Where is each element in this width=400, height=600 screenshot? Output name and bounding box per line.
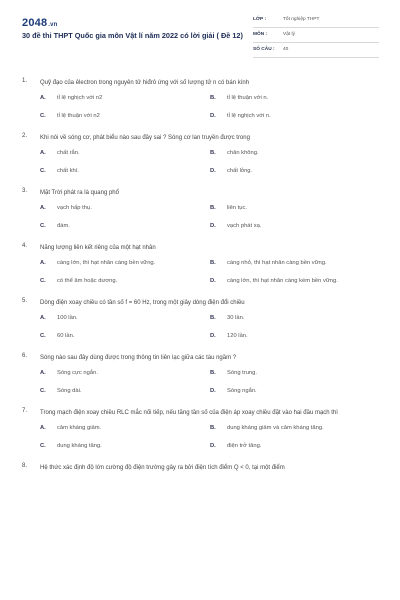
answer-options [40,203,380,231]
question-6 [0,353,400,396]
meta-value: Tốt nghiệp THPT [283,17,320,22]
answer-option-a[interactable] [40,148,210,158]
answer-option-c[interactable] [40,276,210,286]
answer-options [40,148,380,176]
meta-label: MÔN : [253,32,268,37]
answer-option-b[interactable] [210,368,380,378]
answer-option-b[interactable] [210,423,380,433]
question-number: 1. [22,78,28,84]
logo-text: 2048 [22,17,48,29]
answer-option-b[interactable] [210,203,380,213]
meta-row-subject [253,29,379,43]
answer-options [40,423,380,451]
document-title: 30 đề thi THPT Quốc gia môn Vật lí năm 2022 có lời giải ( Đề 12) [22,31,243,40]
question-text: Sóng nào sau đây dùng được trong thông tin liên lạc giữa các tàu ngầm ? [40,355,237,361]
option-text: càng nhỏ, thì hạt nhân càng bền vững. [227,260,327,266]
answer-option-b[interactable] [210,93,380,103]
question-text: Khi nói về sóng cơ, phát biểu nào sau đây sai ? Sóng cơ lan truyền được trong [40,135,250,141]
site-logo[interactable] [22,17,58,29]
question-text: Năng lượng liên kết riêng của một hạt nhân [40,245,156,251]
option-text: đám. [57,223,70,229]
answer-option-d[interactable] [210,166,380,176]
option-letter: A. [40,370,46,376]
option-text: tỉ lệ nghịch với n2 [57,95,103,101]
option-letter: D. [210,113,216,119]
option-letter: B. [210,150,216,156]
option-text: vạch hấp thụ. [57,205,92,211]
answer-option-a[interactable] [40,423,210,433]
option-letter: D. [210,333,216,339]
option-letter: A. [40,315,46,321]
meta-label: SỐ CÂU : [253,47,275,52]
option-letter: C. [40,113,46,119]
question-number: 5. [22,298,28,304]
answer-option-c[interactable] [40,166,210,176]
question-3 [0,188,400,231]
option-text: dung kháng giảm và cảm kháng tăng. [227,425,324,431]
option-text: liên tục. [227,205,247,211]
option-letter: A. [40,260,46,266]
option-text: chất lỏng. [227,168,253,174]
meta-label: LỚP : [253,17,267,22]
option-text: chất rắn. [57,150,80,156]
option-letter: B. [210,205,216,211]
answer-option-d[interactable] [210,331,380,341]
answer-options [40,368,380,396]
option-text: Sóng trung. [227,370,257,376]
meta-row-class [253,14,379,28]
option-text: càng lớn, thì hạt nhân càng bền vững. [57,260,156,266]
question-text: Quỹ đạo của êlectron trong nguyên tử hiđrô ứng với số lượng tử n có bán kính [40,80,250,86]
question-text: Hệ thức xác định độ lớn cường độ điện trường gây ra bởi điện tích điểm Q < 0, tại một điểm [40,465,285,471]
answer-option-a[interactable] [40,203,210,213]
answer-option-d[interactable] [210,441,380,451]
question-5 [0,298,400,341]
question-number: 3. [22,188,28,194]
option-letter: A. [40,425,46,431]
option-text: Sóng cực ngắn. [57,370,98,376]
answer-option-c[interactable] [40,386,210,396]
question-4 [0,243,400,286]
option-letter: B. [210,315,216,321]
option-letter: C. [40,223,46,229]
answer-option-b[interactable] [210,148,380,158]
option-text: tỉ lệ nghịch với n. [227,113,271,119]
option-letter: A. [40,150,46,156]
option-text: chất khí. [57,168,79,174]
option-letter: D. [210,278,216,284]
answer-option-a[interactable] [40,258,210,268]
answer-option-b[interactable] [210,258,380,268]
answer-option-b[interactable] [210,313,380,323]
option-text: vạch phát xạ. [227,223,262,229]
logo-suffix: .vn [48,22,58,28]
option-text: chân không. [227,150,259,156]
answer-option-a[interactable] [40,93,210,103]
answer-options [40,258,380,286]
answer-option-c[interactable] [40,441,210,451]
question-number: 6. [22,353,28,359]
option-letter: D. [210,223,216,229]
option-text: càng lớn, thì hạt nhân càng kém bền vững. [227,278,338,284]
meta-row-question-count [253,44,379,58]
option-text: 100 lần. [57,315,78,321]
option-text: tỉ lệ thuận với n. [227,95,269,101]
option-letter: C. [40,388,46,394]
question-number: 7. [22,408,28,414]
option-letter: C. [40,333,46,339]
answer-option-d[interactable] [210,221,380,231]
option-letter: D. [210,388,216,394]
question-text: Mặt Trời phát ra là quang phổ [40,190,119,196]
option-text: Sóng ngắn. [227,388,257,394]
option-text: 120 lần. [227,333,248,339]
option-letter: D. [210,168,216,174]
question-list [0,78,400,474]
option-letter: B. [210,425,216,431]
question-text: Dòng điện xoay chiều có tần số f = 60 Hz, trong một giây dòng điện đổi chiều [40,300,245,306]
answer-option-c[interactable] [40,331,210,341]
meta-value: Vật lý [283,32,295,37]
option-text: Sóng dài. [57,388,82,394]
answer-option-d[interactable] [210,276,380,286]
question-number: 4. [22,243,28,249]
option-text: điện trở tăng. [227,443,262,449]
option-letter: B. [210,370,216,376]
option-letter: B. [210,95,216,101]
meta-value: 40 [283,47,289,52]
exam-meta [253,14,379,58]
option-letter: A. [40,205,46,211]
question-1 [0,78,400,121]
answer-options [40,313,380,341]
option-text: dung kháng tăng. [57,443,102,449]
answer-option-a[interactable] [40,313,210,323]
answer-option-c[interactable] [40,221,210,231]
question-7 [0,408,400,451]
option-text: có thể âm hoặc dương. [57,278,118,284]
answer-option-a[interactable] [40,368,210,378]
question-2 [0,133,400,176]
option-text: 30 lần. [227,315,245,321]
answer-option-c[interactable] [40,111,210,121]
option-letter: C. [40,443,46,449]
option-text: 60 lần. [57,333,75,339]
option-letter: C. [40,168,46,174]
answer-options [40,93,380,121]
answer-option-d[interactable] [210,386,380,396]
question-number: 2. [22,133,28,139]
option-letter: A. [40,95,46,101]
option-letter: D. [210,443,216,449]
document-header [0,0,400,70]
question-number: 8. [22,463,28,469]
question-8 [0,463,400,474]
option-letter: C. [40,278,46,284]
question-text: Trong mạch điện xoay chiều RLC mắc nối tiếp, nếu tăng tần số của điện áp xoay chiều đặt vào hai đầu mạch thì [40,410,338,416]
answer-option-d[interactable] [210,111,380,121]
option-text: cảm kháng giảm. [57,425,102,431]
option-letter: B. [210,260,216,266]
option-text: tỉ lệ thuận với n2 [57,113,100,119]
